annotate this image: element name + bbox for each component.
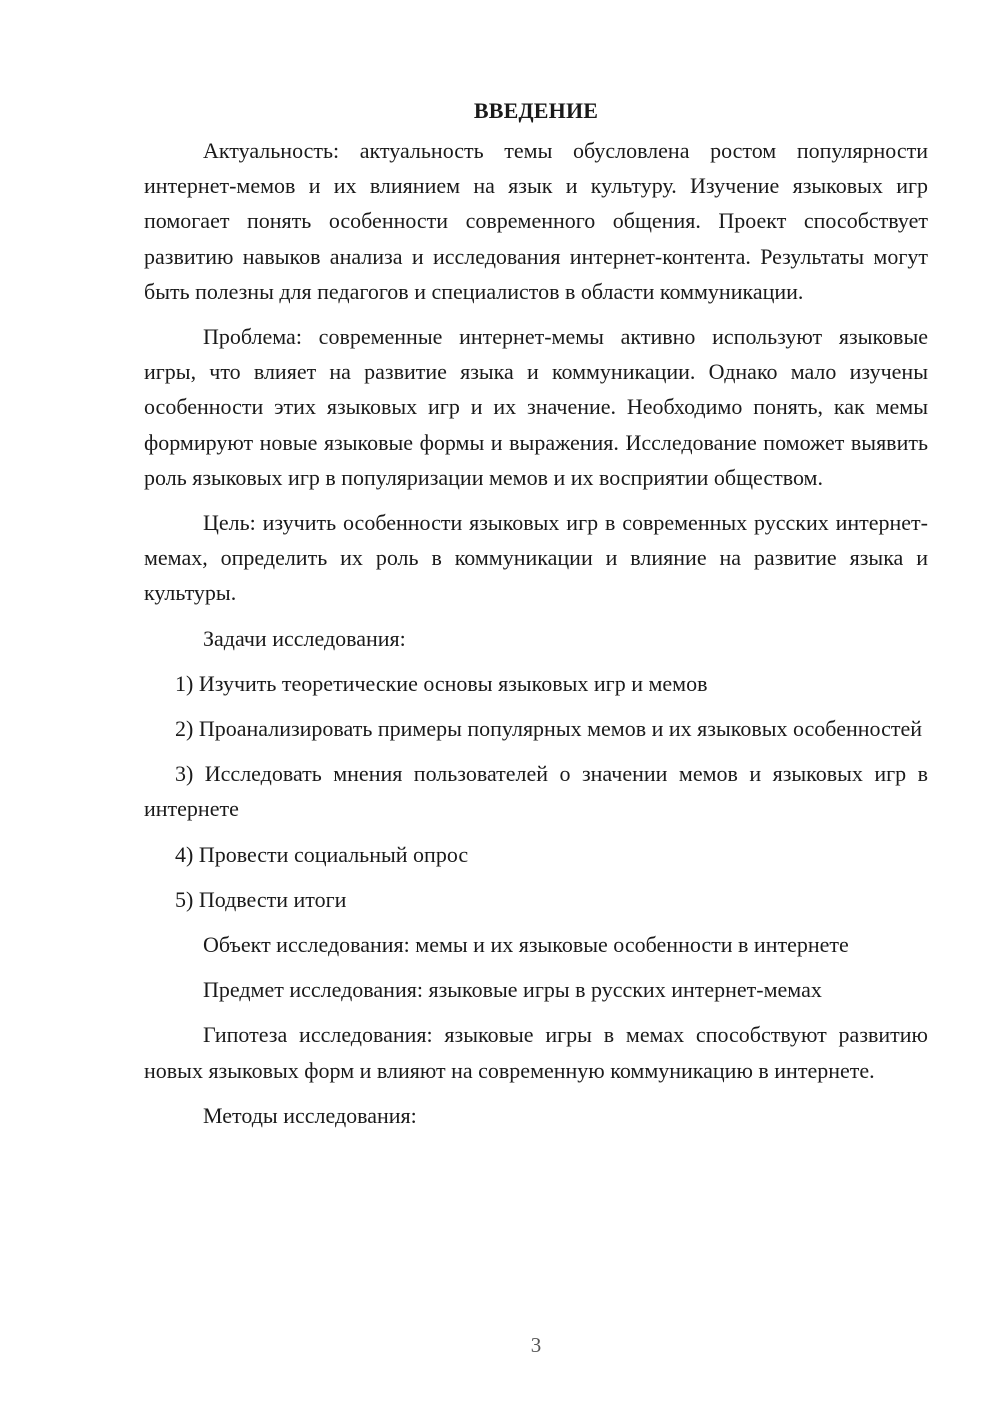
relevance-paragraph: Актуальность: актуальность темы обусловлена ростом популярности интернет-мемов и их влиянием на язык и культуру. Изучение языковых игр помогает понять особенности современного общения. Проект способствует развитию навыков анализа и исследования интернет-контента. Результаты могут быть полезны для педагогов и специалистов в области коммуникации. [144,138,928,304]
page-number: 3 [530,1333,542,1357]
document-page [144,95,928,1143]
problem-paragraph: Проблема: современные интернет-мемы активно используют языковые игры, что влияет на развитие языка и коммуникации. Однако мало изучены особенности этих языковых игр и их значение. Необходимо понять, как мемы формируют новые языковые формы и выражения. Исследование поможет выявить роль языковых игр в популяризации мемов и их восприятии обществом. [144,324,928,490]
research-object: Объект исследования: мемы и их языковые особенности в интернете [203,932,849,958]
methods-heading: Методы исследования: [203,1102,417,1128]
task-item: 4) Провести социальный опрос [175,841,469,867]
goal-paragraph: Цель: изучить особенности языковых игр в современных русских интернет-мемах, определить их роль в коммуникации и влияние на развитие языка и культуры. [144,510,928,606]
research-hypothesis: Гипотеза исследования: языковые игры в мемах способствуют развитию новых языковых форм и влияют на современную коммуникацию в интернете. [144,1022,928,1083]
tasks-heading: Задачи исследования: [203,625,406,651]
section-title: ВВЕДЕНИЕ [473,98,599,123]
task-item: 2) Проанализировать примеры популярных мемов и их языковых особенностей [175,716,922,742]
task-item: 1) Изучить теоретические основы языковых игр и мемов [175,670,708,696]
task-item: 3) Исследовать мнения пользователей о значении мемов и языковых игр в интернете [144,761,928,822]
task-item: 5) Подвести итоги [175,886,347,912]
research-subject: Предмет исследования: языковые игры в русских интернет-мемах [203,977,822,1003]
